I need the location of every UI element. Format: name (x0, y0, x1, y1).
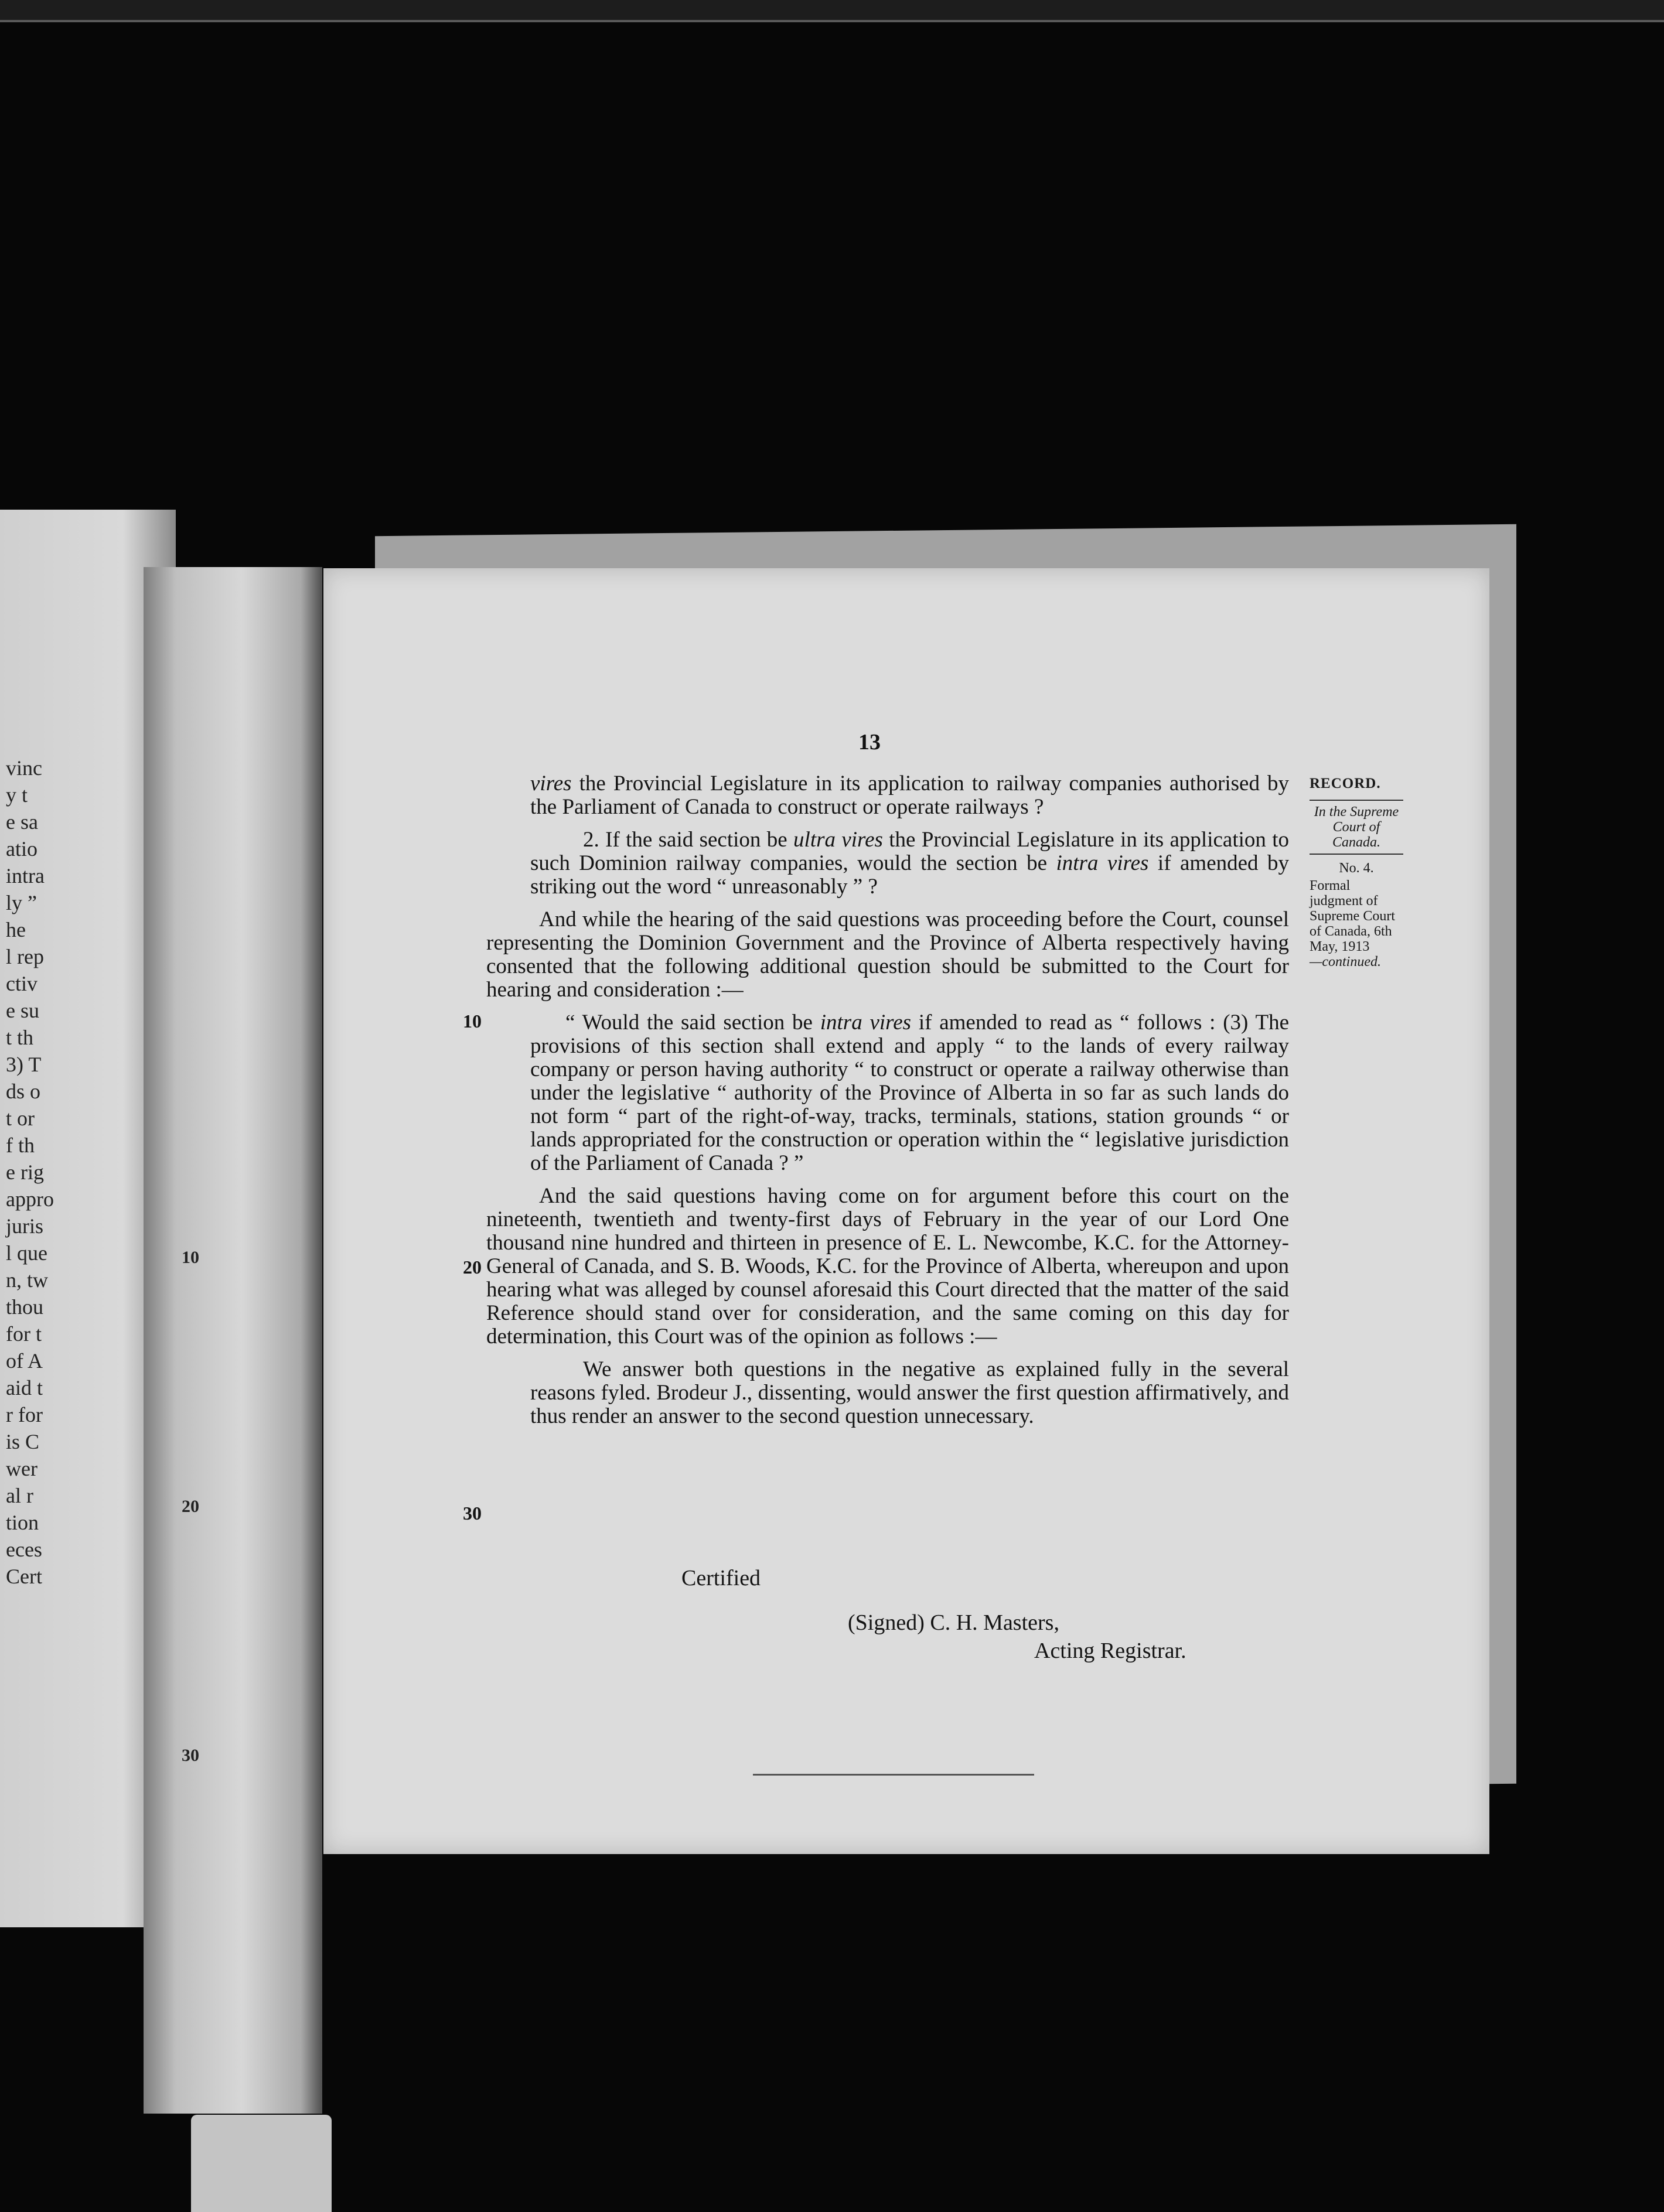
fragment-text: vinc (6, 756, 42, 780)
fragment-text: is C (6, 1430, 40, 1453)
text-run: the Provincial Legislature in its application to railway companies authorised by the Parliament of Canada to construct or operate railways ? (530, 772, 1289, 819)
fragment-text: e rig (6, 1160, 44, 1184)
fragment-text: l rep (6, 945, 44, 968)
line-number: 30 (463, 1503, 482, 1524)
text-run: “ Would the said section be (565, 1011, 820, 1035)
fragment-text: wer (6, 1457, 37, 1480)
document-description: Formal judgment of Supreme Court of Canada, 6th May, 1913 (1310, 878, 1395, 954)
text-run: And while the hearing of the said questions was proceeding before the Court, counsel representing the Dominion Government and the Province of Alberta respectively having consented that the following additional question should be submitted to the Court for hearing and consideration :— (486, 907, 1289, 1002)
fragment-text: juris (6, 1214, 44, 1238)
text-run: 2. If the said section be (583, 828, 794, 852)
fragment-text: t or (6, 1107, 35, 1130)
fragment-text: tion (6, 1511, 39, 1534)
fragment-line-number: 20 (182, 1497, 199, 1516)
fragment-text: e sa (6, 810, 38, 834)
book-spine (144, 567, 322, 2114)
fragment-text: ly ” (6, 891, 37, 914)
text-run: And the said questions having come on for argument before this court on the nineteenth, twentieth and twenty-first days of February in the year of our Lord One thousand nine hundred and thirteen in presence of E. L. Newcombe, K.C. for the Attorney-General of Canada, and S. B. Woods, K.C. for the Province of Alberta, whereupon and upon hearing what was alleged by counsel aforesaid this Court directed that the matter of the said Reference should stand over for consideration, and the same coming on this day for determination, this Court was of the opinion as follows :— (486, 1184, 1289, 1349)
paragraph (530, 1011, 1289, 1175)
line-number: 20 (463, 1257, 482, 1278)
registrar-title: Acting Registrar. (1034, 1638, 1186, 1663)
fragment-text: Cert (6, 1565, 42, 1588)
continued-label: —continued. (1310, 954, 1381, 970)
paragraph (530, 772, 1289, 819)
fragment-text: e su (6, 999, 39, 1022)
fragment-text: l que (6, 1241, 47, 1265)
paragraph (486, 1184, 1289, 1349)
certified-label: Certified (681, 1566, 761, 1590)
fragment-text: r for (6, 1403, 43, 1426)
fragment-text: f th (6, 1134, 35, 1157)
fragment-text: of A (6, 1349, 43, 1373)
fragment-text: appro (6, 1187, 54, 1211)
fragment-text: 3) T (6, 1053, 42, 1076)
text-run: We answer both questions in the negative as explained fully in the several reasons fyled. Brodeur J., dissenting, would answer the first question affirmatively, and thus render an answer to the second question unnecessary. (530, 1357, 1289, 1428)
fragment-text: eces (6, 1538, 42, 1561)
margin-note (1310, 776, 1403, 970)
italic-text: intra vires (1056, 851, 1149, 875)
fragment-text: aid t (6, 1376, 43, 1399)
body-text (486, 772, 1289, 1438)
fragment-text: t th (6, 1026, 34, 1049)
fragment-text: he (6, 918, 26, 941)
record-label: RECORD. (1310, 776, 1381, 791)
page-number: 13 (858, 730, 881, 755)
fragment-text: n, tw (6, 1268, 48, 1292)
paragraph (486, 908, 1289, 1002)
closing-rule (753, 1774, 1034, 1776)
italic-text: intra vires (820, 1011, 912, 1035)
fragment-text: thou (6, 1295, 44, 1319)
fragment-text: intra (6, 864, 45, 887)
text-run: if amended by striking out the word “ unreasonably ” ? (530, 851, 1289, 899)
court-label: In the Supreme Court of Canada. (1310, 800, 1403, 855)
paragraph (530, 1358, 1289, 1428)
text-run: the Provincial Legislature in its application to such Dominion railway companies, would the section be (530, 828, 1290, 875)
fragment-text: for t (6, 1322, 42, 1346)
film-edge (0, 0, 1664, 22)
document-number: No. 4. (1339, 861, 1374, 876)
text-run: if amended to read as “ follows : (3) The provisions of this section shall extend and apply “ to the lands of every railway company or person having authority “ to construct or operate a railway otherwise than under the legislative “ authority of the Province of Alberta in so far as such lands do not form “ part of the right-of-way, tracks, terminals, stations, station grounds “ or lands appropriated for the construction or operation within the “ legislative jurisdiction of the Parliament of Canada ? ” (530, 1011, 1289, 1175)
fragment-text: ctiv (6, 972, 37, 995)
italic-text: ultra vires (793, 828, 883, 852)
fragment-text: y t (6, 783, 28, 807)
italic-text: vires (530, 772, 572, 796)
line-number: 10 (463, 1011, 482, 1032)
fragment-line-number: 30 (182, 1746, 199, 1765)
fragment-text: al r (6, 1484, 33, 1507)
fragment-text: ds o (6, 1080, 41, 1103)
book-tab (191, 2115, 332, 2212)
signature-line: (Signed) C. H. Masters, (848, 1610, 1059, 1635)
fragment-line-number: 10 (182, 1248, 199, 1267)
fragment-text: atio (6, 837, 37, 861)
paragraph (530, 828, 1289, 899)
